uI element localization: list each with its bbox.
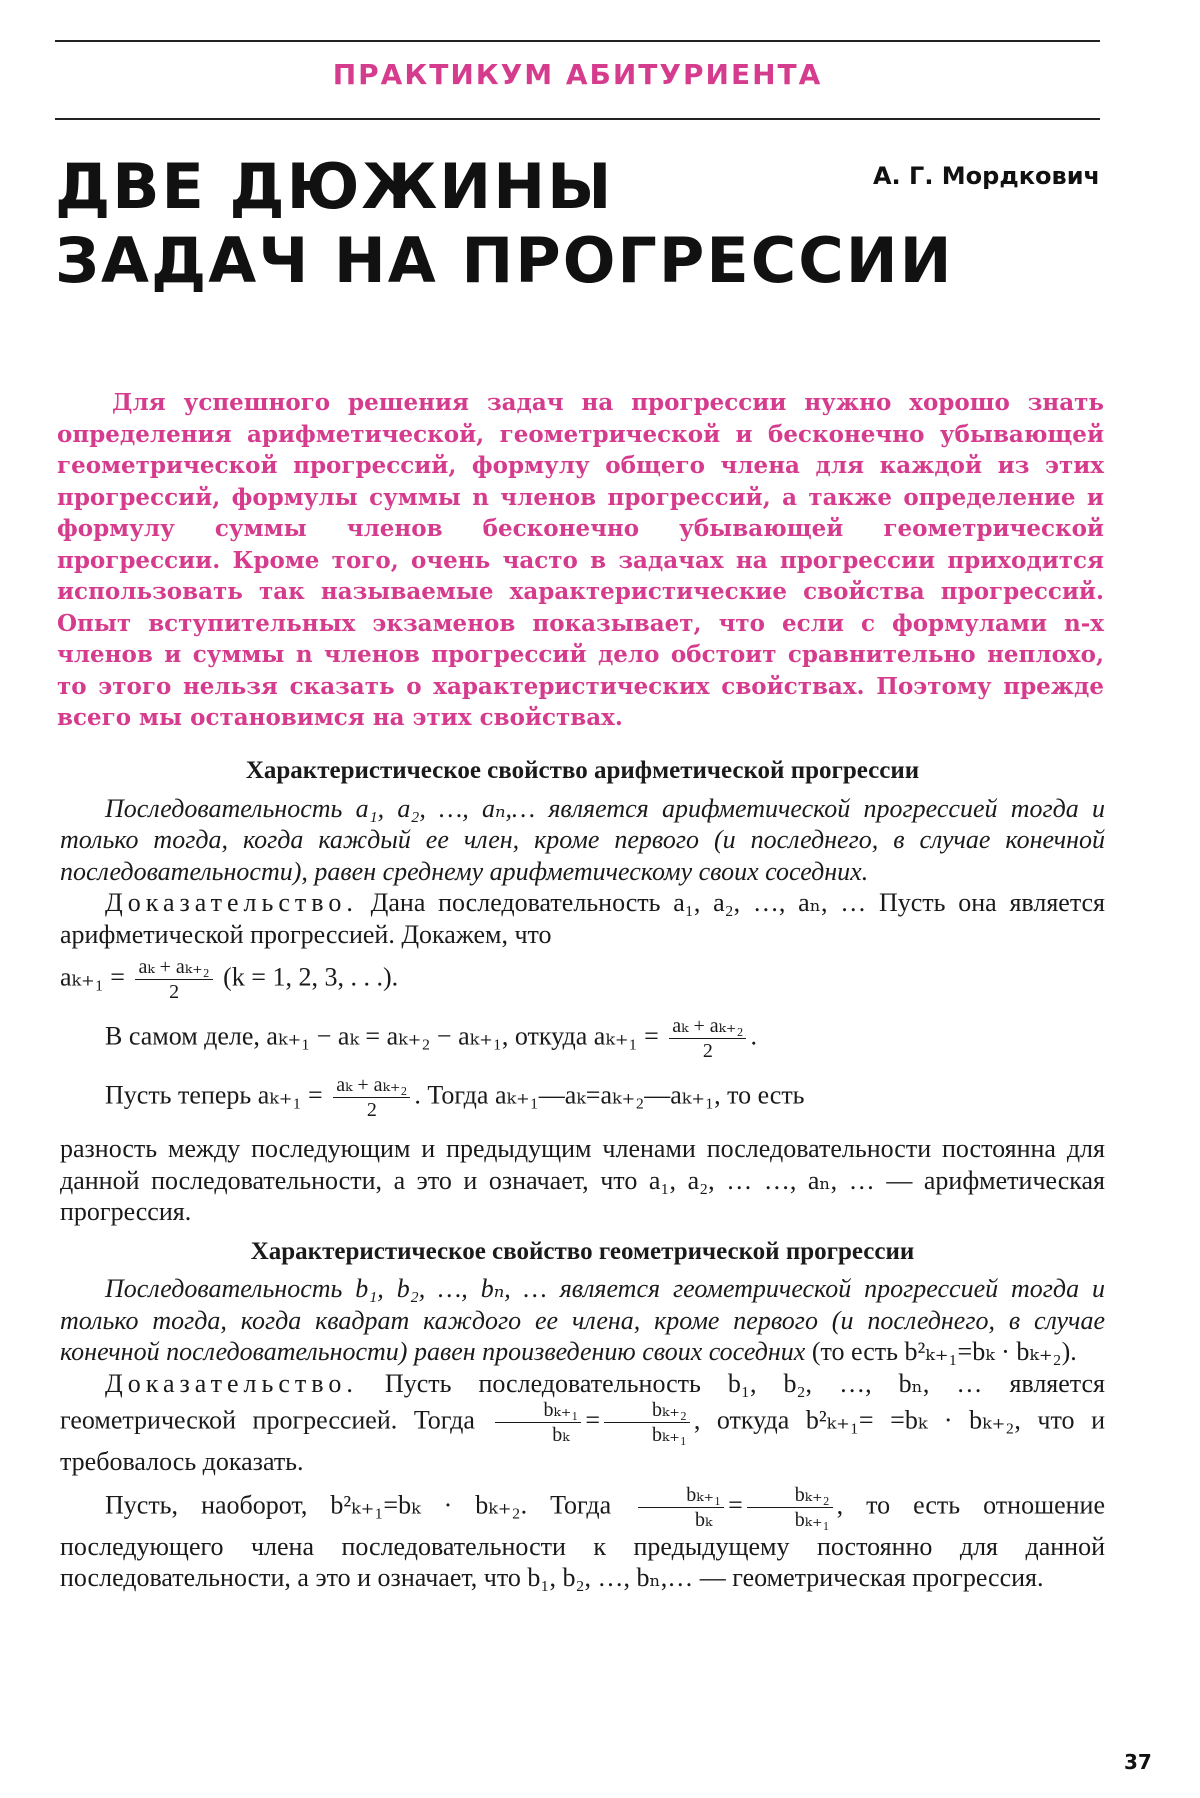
article-title <box>55 150 954 298</box>
proof-text-end: , откуда b²ₖ₊₁= =bₖ · bₖ₊₂, что и требовалось доказать. <box>60 1405 1106 1476</box>
proof-text: Пусть последовательность b₁, b₂, …, bₙ, … является геометрической прогрессией. Тогда <box>60 1368 1105 1435</box>
title-line-2: ЗАДАЧ НА ПРОГРЕССИИ <box>55 224 954 297</box>
author-name: А. Г. Мордкович <box>872 162 1100 190</box>
geometric-section-heading: Характеристическое свойство геометрической прогрессии <box>250 1237 915 1265</box>
theorem-sequence: a₁, a₂, …, aₙ,… <box>355 793 536 823</box>
arithmetic-theorem <box>60 793 1105 888</box>
fraction-mean <box>333 1074 410 1121</box>
article-body <box>60 755 1105 1594</box>
arithmetic-conclusion: разность между последующим и предыдущим членами последовательности постоянна для данной последовательности, а это и означает, что a₁, a₂, … …, aₙ, … — арифметическая прогрессия. <box>60 1134 1105 1226</box>
geometric-proof <box>60 1368 1105 1478</box>
intro-paragraph: Для успешного решения задач на прогрессии нужно хорошо знать определения арифметической, геометрической и бесконечно убывающей геометрической прогрессий, формулу общего члена для каждой из этих прогрессий, формулы суммы n членов прогрессий, а также определение и формулу суммы членов бесконечно убывающей геометрической прогрессии. Кроме того, очень часто в задачах на прогрессии приходится использовать так называемые характеристические свойства прогрессий. Опыт вступительных экзаменов показывает, что если с формулами n-х членов и суммы n членов прогрессий дело обстоит сравнительно неплохо, то этого нельзя сказать о характеристических свойствах. Поэтому прежде всего мы остановимся на этих свойствах. <box>57 389 1104 731</box>
fraction-denominator: bₖ <box>695 1508 713 1531</box>
equals-sign: = <box>728 1489 743 1519</box>
converse-text-mid: . Тогда aₖ₊₁—aₖ=aₖ₊₂—aₖ₊₁, то есть <box>414 1080 805 1110</box>
fraction-mean <box>669 1015 746 1062</box>
theorem-text-start: Последовательность <box>105 1274 356 1303</box>
theorem-tail: (то есть b²ₖ₊₁=bₖ · bₖ₊₂). <box>805 1337 1077 1366</box>
proof-label: Доказательство. <box>105 888 358 917</box>
proof-label: Доказательство. <box>105 1368 358 1398</box>
formula-condition: (k = 1, 2, 3, . . .). <box>223 962 399 992</box>
section-label: ПРАКТИКУМ АБИТУРИЕНТА <box>332 58 823 91</box>
fraction-numerator: bₖ₊₁ <box>495 1399 581 1423</box>
fraction-denominator: 2 <box>169 981 180 1003</box>
fraction-numerator: bₖ₊₁ <box>638 1484 724 1508</box>
fraction-denominator: bₖ₊₁ <box>794 1508 830 1531</box>
title-line-1: ДВЕ ДЮЖИНЫ <box>55 150 614 223</box>
fraction-ratio-1 <box>495 1399 581 1446</box>
fraction-numerator: bₖ₊₂ <box>747 1484 833 1508</box>
arithmetic-proof <box>60 887 1105 950</box>
arithmetic-section-heading: Характеристическое свойство арифметической прогрессии <box>245 757 920 784</box>
arithmetic-derivation <box>105 1015 1105 1062</box>
header-bottom-rule <box>55 118 1100 120</box>
fraction-numerator: aₖ + aₖ₊₂ <box>135 956 212 980</box>
derivation-end: . <box>750 1021 757 1051</box>
geometric-converse <box>60 1484 1105 1594</box>
derivation-text: В самом деле, aₖ₊₁ − aₖ = aₖ₊₂ − aₖ₊₁, откуда aₖ₊₁ = <box>105 1021 659 1051</box>
geometric-theorem <box>60 1273 1105 1368</box>
equals-sign: = <box>585 1405 600 1435</box>
proof-text: Дана последовательность a₁, a₂, …, aₙ, … Пусть она является арифметической прогрессией. Докажем, что <box>60 888 1105 949</box>
fraction-denominator: bₖ₊₁ <box>651 1424 687 1446</box>
theorem-text-end: является геометрической прогрессией тогда и только тогда, когда квадрат каждого ее члена, кроме первого (и последнего, в случае конечной последовательности) равен произведению своих соседних <box>60 1274 1106 1366</box>
fraction-ratio-1 <box>638 1484 724 1531</box>
fraction-numerator: aₖ + aₖ₊₂ <box>333 1074 410 1098</box>
converse-text-start: Пусть теперь aₖ₊₁ = <box>105 1080 323 1110</box>
theorem-sequence: b₁, b₂, …, bₙ, … <box>355 1274 547 1303</box>
fraction-ratio-2 <box>747 1484 833 1531</box>
fraction-numerator: aₖ + aₖ₊₂ <box>669 1015 746 1039</box>
fraction-denominator: 2 <box>702 1040 713 1062</box>
formula-lhs: aₖ₊₁ = <box>60 962 125 992</box>
fraction-denominator: bₖ <box>552 1424 570 1446</box>
arithmetic-formula <box>60 956 1105 1003</box>
arithmetic-converse <box>105 1074 1105 1121</box>
fraction-ratio-2 <box>604 1399 690 1446</box>
fraction-mean <box>135 956 212 1003</box>
top-rule <box>55 40 1100 42</box>
theorem-text-end: является арифметической прогрессией тогда и только тогда, когда каждый ее член, кроме первого (и последнего, в случае конечной последовательности), равен среднему арифметическому своих соседних. <box>60 793 1106 886</box>
converse-text-end: , то есть отношение последующего члена последовательности к предыдущему постоянно для данной последовательности, а это и означает, что b₁, b₂, …, bₙ,… — геометрическая прогрессия. <box>60 1489 1106 1592</box>
theorem-text-start: Последовательность <box>105 793 356 823</box>
fraction-denominator: 2 <box>366 1099 377 1121</box>
fraction-numerator: bₖ₊₂ <box>604 1399 690 1423</box>
converse-text-start: Пусть, наоборот, b²ₖ₊₁=bₖ · bₖ₊₂. Тогда <box>105 1489 612 1519</box>
page-number: 37 <box>1124 1750 1152 1774</box>
